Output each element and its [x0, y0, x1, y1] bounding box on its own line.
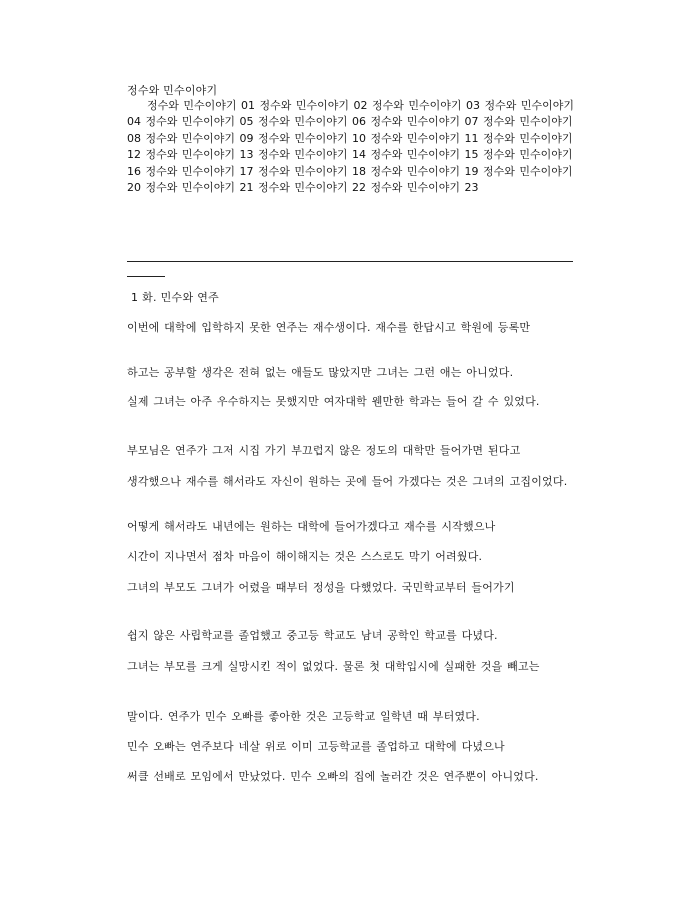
paragraph: 하고는 공부할 생각은 전혀 없는 애들도 많았지만 그녀는 그런 애는 아니었다.: [127, 366, 514, 379]
document-title: 정수와 민수이야기: [127, 84, 218, 97]
paragraph: 그녀의 부모도 그녀가 어렸을 때부터 정성을 다했었다. 국민학교부터 들어가기: [127, 581, 515, 594]
paragraph: 어떻게 해서라도 내년에는 원하는 대학에 들어가겠다고 재수를 시작했으나: [127, 520, 496, 533]
paragraph: 생각했으나 재수를 해서라도 자신이 원하는 곳에 들어 가겠다는 것은 그녀의 고집이었다.: [127, 475, 568, 488]
paragraph: 이번에 대학에 입학하지 못한 연주는 재수생이다. 재수를 한답시고 학원에 등록만: [127, 321, 531, 334]
paragraph: 써클 선배로 모임에서 만났었다. 민수 오빠의 집에 놀러간 것은 연주뿐이 아니었다.: [127, 770, 539, 783]
divider-line-continuation: [127, 276, 165, 277]
paragraph: 쉽지 않은 사립학교를 졸업했고 중고등 학교도 남녀 공학인 학교를 다녔다.: [127, 629, 498, 642]
paragraph: 부모님은 연주가 그저 시집 가기 부끄럽지 않은 정도의 대학만 들어가면 된다고: [127, 444, 521, 457]
chapter-heading: 1 화. 민수와 연주: [131, 291, 220, 304]
paragraph: 말이다. 연주가 민수 오빠를 좋아한 것은 고등학교 일학년 때 부터였다.: [127, 710, 480, 723]
paragraph: 그녀는 부모를 크게 실망시킨 적이 없었다. 물론 첫 대학입시에 실패한 것을 빼고는: [127, 660, 540, 673]
table-of-contents: 정수와 민수이야기 01 정수와 민수이야기 02 정수와 민수이야기 03 정수와 민수이야기 04 정수와 민수이야기 05 정수와 민수이야기 06 정수와 민수이야기 07 정수와 민수이야기 08 정수와 민수이야기 09 정수와 민수이야기 10 정수와 민수이야기 11 정수와 민수이야기 12 정수와 민수이야기 13 정수와 민수이야기 14 정수와 민수이야기 15 정수와 민수이야기 16 정수와 민수이야기 17 정수와 민수이야기 18 정수와 민수이야기 19 정수와 민수이야기 20 정수와 민수이야기 21 정수와 민수이야기 22 정수와 민수이야기 23: [127, 99, 574, 195]
paragraph: 시간이 지나면서 점차 마음이 해이해지는 것은 스스로도 막기 어려웠다.: [127, 550, 483, 563]
paragraph: 실제 그녀는 아주 우수하지는 못했지만 여자대학 웬만한 학과는 들어 갈 수 있었다.: [127, 395, 540, 408]
paragraph: 민수 오빠는 연주보다 네살 위로 이미 고등학교를 졸업하고 대학에 다녔으나: [127, 740, 505, 753]
divider-line: [127, 261, 573, 262]
